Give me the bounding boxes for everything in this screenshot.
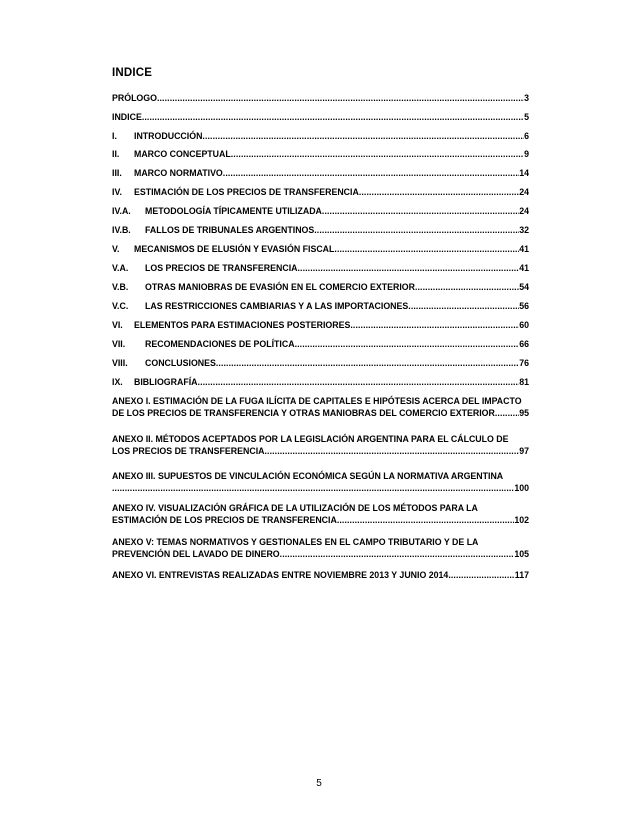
dot-leader bbox=[216, 357, 519, 369]
toc-entry-bibliografia[interactable] bbox=[112, 376, 529, 388]
toc-entry-title: MECANISMOS DE ELUSIÓN Y EVASIÓN FISCAL bbox=[134, 244, 335, 254]
toc-entry-title: OTRAS MANIOBRAS DE EVASIÓN EN EL COMERCIO EXTERIOR bbox=[145, 282, 415, 292]
toc-entry-title: CONCLUSIONES bbox=[145, 358, 216, 368]
toc-entry-title: ANEXO V: TEMAS NORMATIVOS Y GESTIONALES EN EL CAMPO TRIBUTARIO Y DE LA bbox=[112, 537, 479, 547]
toc-entry-page: 5 bbox=[524, 112, 529, 122]
dot-leader bbox=[142, 111, 524, 123]
toc-entry-title: ANEXO I. ESTIMACIÓN DE LA FUGA ILÍCITA DE CAPITALES E HIPÓTESIS ACERCA DEL IMPACTO bbox=[112, 396, 522, 406]
dot-leader bbox=[415, 281, 519, 293]
toc-entry-number: VIII. bbox=[112, 358, 128, 368]
toc-entry-anexo-5[interactable] bbox=[112, 536, 529, 560]
toc-entry-page: 95 bbox=[519, 408, 529, 418]
toc-entry-recomendaciones[interactable] bbox=[112, 338, 529, 350]
toc-entry-page: 24 bbox=[519, 206, 529, 216]
toc-entry-title: MARCO NORMATIVO bbox=[134, 168, 223, 178]
toc-entry-title: INDICE bbox=[112, 112, 142, 122]
toc-entry-number: VI. bbox=[112, 320, 123, 330]
toc-entry-restricciones[interactable] bbox=[112, 300, 529, 312]
toc-entry-title: PRÓLOGO bbox=[112, 93, 157, 103]
toc-entry-title: ANEXO II. MÉTODOS ACEPTADOS POR LA LEGISLACIÓN ARGENTINA PARA EL CÁLCULO DE bbox=[112, 434, 509, 444]
toc-entry-introduccion[interactable] bbox=[112, 130, 529, 142]
index-heading: INDICE bbox=[112, 67, 153, 79]
toc-entry-title: LAS RESTRICCIONES CAMBIARIAS Y A LAS IMPORTACIONES bbox=[145, 301, 409, 311]
toc-entry-anexo-2[interactable] bbox=[112, 433, 529, 457]
toc-entry-otras-maniobras[interactable] bbox=[112, 281, 529, 293]
toc-entry-elementos[interactable] bbox=[112, 319, 529, 331]
toc-entry-page: 102 bbox=[514, 515, 529, 525]
dot-leader bbox=[231, 148, 524, 160]
toc-entry-precios[interactable] bbox=[112, 262, 529, 274]
toc-entry-title-cont: DE LOS PRECIOS DE TRANSFERENCIA Y OTRAS MANIOBRAS DEL COMERCIO EXTERIOR bbox=[112, 408, 495, 418]
toc-entry-estimacion[interactable] bbox=[112, 186, 529, 198]
toc-entry-number: III. bbox=[112, 168, 122, 178]
toc-entry-title: RECOMENDACIONES DE POLÍTICA bbox=[145, 339, 295, 349]
toc-entry-conclusiones[interactable] bbox=[112, 357, 529, 369]
dot-leader bbox=[314, 224, 519, 236]
toc-entry-page: 3 bbox=[524, 93, 529, 103]
toc-entry-page: 117 bbox=[514, 570, 529, 580]
toc-entry-metodologia[interactable] bbox=[112, 205, 529, 217]
toc-entry-title: ANEXO VI. ENTREVISTAS REALIZADAS ENTRE NOVIEMBRE 2013 Y JUNIO 2014 bbox=[112, 570, 449, 580]
toc-entry-title-cont: PREVENCIÓN DEL LAVADO DE DINERO bbox=[112, 549, 280, 559]
toc-entry-title: BIBLIOGRAFÍA bbox=[134, 377, 198, 387]
dot-leader bbox=[334, 243, 519, 255]
dot-leader bbox=[337, 514, 514, 526]
toc-entry-page: 105 bbox=[514, 549, 529, 559]
toc-entry-title: METODOLOGÍA TÍPICAMENTE UTILIZADA bbox=[145, 206, 322, 216]
toc-entry-page: 14 bbox=[519, 168, 529, 178]
toc-entry-page: 41 bbox=[519, 244, 529, 254]
toc-entry-number: V.A. bbox=[112, 263, 129, 273]
toc-entry-page: 32 bbox=[519, 225, 529, 235]
dot-leader bbox=[350, 319, 519, 331]
toc-entry-title: ELEMENTOS PARA ESTIMACIONES POSTERIORES bbox=[134, 320, 351, 330]
toc-entry-anexo-6[interactable] bbox=[112, 569, 529, 581]
toc-entry-number: IX. bbox=[112, 377, 123, 387]
toc-entry-anexo-4[interactable] bbox=[112, 502, 529, 526]
toc-entry-title: FALLOS DE TRIBUNALES ARGENTINOS bbox=[145, 225, 315, 235]
toc-entry-page: 60 bbox=[519, 320, 529, 330]
toc-entry-number: II. bbox=[112, 149, 120, 159]
toc-entry-number: VII. bbox=[112, 339, 126, 349]
dot-leader bbox=[265, 445, 520, 457]
dot-leader bbox=[295, 338, 520, 350]
toc-entry-page: 24 bbox=[519, 187, 529, 197]
dot-leader bbox=[322, 205, 519, 217]
toc-entry-number: IV. bbox=[112, 187, 122, 197]
dot-leader bbox=[448, 569, 514, 581]
toc-entry-number: I. bbox=[112, 131, 117, 141]
toc-entry-page: 56 bbox=[519, 301, 529, 311]
toc-entry-title-cont: LOS PRECIOS DE TRANSFERENCIA bbox=[112, 446, 265, 456]
dot-leader bbox=[408, 300, 519, 312]
dot-leader bbox=[202, 130, 524, 142]
toc-entry-title: ESTIMACIÓN DE LOS PRECIOS DE TRANSFERENCIA bbox=[134, 187, 359, 197]
toc-entry-number: V. bbox=[112, 244, 120, 254]
toc-entry-page: 6 bbox=[524, 131, 529, 141]
dot-leader bbox=[495, 407, 519, 419]
toc-entry-number: IV.A. bbox=[112, 206, 131, 216]
dot-leader bbox=[223, 167, 519, 179]
toc-entry-marco-normativo[interactable] bbox=[112, 167, 529, 179]
dot-leader bbox=[157, 92, 524, 104]
toc-entry-fallos[interactable] bbox=[112, 224, 529, 236]
toc-entry-page: 9 bbox=[524, 149, 529, 159]
toc-entry-title: ANEXO III. SUPUESTOS DE VINCULACIÓN ECONÓMICA SEGÚN LA NORMATIVA ARGENTINA bbox=[112, 471, 504, 481]
toc-entry-marco-conceptual[interactable] bbox=[112, 148, 529, 160]
dot-leader bbox=[198, 376, 520, 388]
dot-leader bbox=[112, 482, 514, 494]
toc-entry-title-cont: ESTIMACIÓN DE LOS PRECIOS DE TRANSFERENCIA bbox=[112, 515, 337, 525]
toc-entry-page: 41 bbox=[519, 263, 529, 273]
toc-entry-number: V.C. bbox=[112, 301, 129, 311]
toc-entry-title: INTRODUCCIÓN bbox=[134, 131, 203, 141]
toc-entry-indice[interactable] bbox=[112, 111, 529, 123]
toc-entry-page: 66 bbox=[519, 339, 529, 349]
dot-leader bbox=[298, 262, 520, 274]
toc-entry-title: MARCO CONCEPTUAL bbox=[134, 149, 231, 159]
toc-entry-page: 81 bbox=[519, 377, 529, 387]
toc-entry-page: 97 bbox=[519, 446, 529, 456]
toc-entry-anexo-3[interactable] bbox=[112, 470, 529, 494]
toc-entry-page: 54 bbox=[519, 282, 529, 292]
toc-entry-number: IV.B. bbox=[112, 225, 131, 235]
toc-entry-number: V.B. bbox=[112, 282, 129, 292]
dot-leader bbox=[359, 186, 519, 198]
toc-entry-prologo[interactable] bbox=[112, 92, 529, 104]
toc-entry-page: 100 bbox=[514, 483, 529, 493]
toc-entry-page: 76 bbox=[519, 358, 529, 368]
dot-leader bbox=[280, 548, 515, 560]
page-number: 5 bbox=[316, 778, 322, 789]
toc-entry-title: LOS PRECIOS DE TRANSFERENCIA bbox=[145, 263, 298, 273]
toc-entry-title: ANEXO IV. VISUALIZACIÓN GRÁFICA DE LA UTILIZACIÓN DE LOS MÉTODOS PARA LA bbox=[112, 503, 478, 513]
toc-entry-mecanismos[interactable] bbox=[112, 243, 529, 255]
toc-entry-anexo-1[interactable] bbox=[112, 395, 529, 419]
